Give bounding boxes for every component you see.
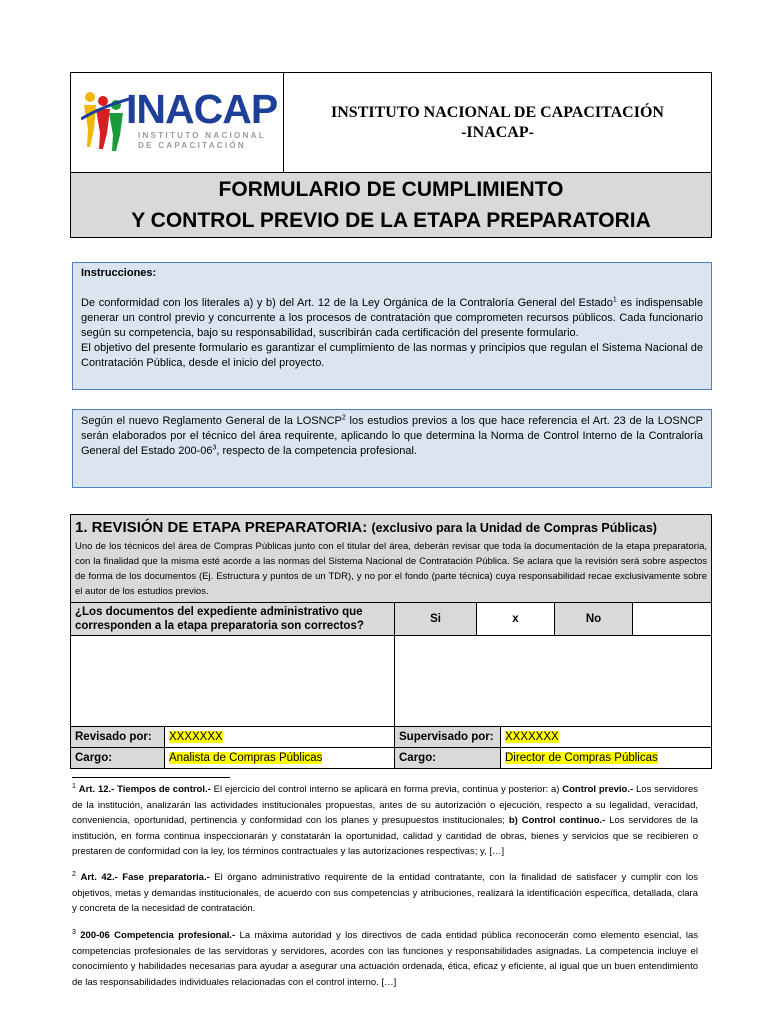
footnote-1-text-b: Los servidores de la institución, analizarán las actividades institucionales propuestas, antes de su autorización o ejecución, respecto a su legalidad, veracidad, conveniencia, oportunidad, pertinencia y conformidad con los planes y presupuestos institucionales;	[72, 784, 698, 827]
position-label-reviewer: Cargo:	[71, 748, 165, 768]
footnote-ref-1[interactable]: 1	[612, 296, 617, 304]
footnote-1-title: Art. 12.- Tiempos de control.-	[78, 784, 211, 795]
inacap-logo	[71, 73, 284, 172]
signature-space-row	[71, 636, 711, 727]
form-title-line1: FORMULARIO DE CUMPLIMIENTO	[218, 178, 564, 201]
header-top-row	[71, 73, 711, 173]
position-label-supervisor: Cargo:	[395, 748, 501, 768]
logo-wordmark: INACAP	[126, 86, 278, 132]
logo-subtitle-line2: DE CAPACITACIÓN	[138, 141, 246, 150]
reviewer-signature-space[interactable]	[71, 636, 395, 726]
form-title-line2: Y CONTROL PREVIO DE LA ETAPA PREPARATORIA	[131, 209, 651, 232]
reviewed-by-value: XXXXXXX	[169, 731, 223, 743]
note-text-c: , respecto de la competencia profesional.	[216, 445, 417, 457]
instructions-heading: Instrucciones:	[81, 267, 157, 279]
footnote-ref-3[interactable]: 3	[212, 444, 217, 452]
supervised-by-label: Supervisado por:	[395, 727, 501, 747]
supervised-by-field[interactable]	[501, 727, 711, 747]
instructions-box	[72, 262, 712, 390]
footnote-2-title: Art. 42.- Fase preparatoria.-	[80, 872, 210, 883]
section-1-header	[71, 515, 711, 603]
position-value-reviewer: Analista de Compras Públicas	[169, 752, 323, 764]
no-checkbox-cell[interactable]	[633, 603, 711, 635]
instructions-paragraph-2: El objetivo del presente formulario es garantizar el cumplimiento de las normas y principios que regulan el Sistema Nacional de Contratación Pública, desde el inicio del proyecto.	[81, 342, 703, 369]
logo-subtitle	[138, 131, 266, 151]
no-label-cell: No	[555, 603, 633, 635]
footnote-3-text: La máxima autoridad y los directivos de cada entidad pública reconocerán como elemento esencial, las competencias profesionales de las servidoras y servidores, acordes con las funciones y responsabilidades asignadas. La competencia incluye el conocimiento y habilidades necesarias para ayudar a asegurar una actuación ordenada, ética, eficaz y eficiente, al igual que un buen entendimiento de las responsabilidades individuales relacionadas con el control interno. […]	[72, 930, 698, 988]
footnote-2-number: 2	[72, 870, 76, 878]
section-1-title-sub: (exclusivo para la Unidad de Compras Públicas)	[371, 521, 657, 535]
footnote-1-bold-b: Control previo.-	[562, 784, 634, 795]
footnote-1-number: 1	[72, 782, 76, 790]
yes-label-cell: Si	[395, 603, 477, 635]
yes-checkbox-cell[interactable]: x	[477, 603, 555, 635]
logo-subtitle-line1: INSTITUTO NACIONAL	[138, 131, 266, 140]
instructions-p1-text: De conformidad con los literales a) y b) del Art. 12 de la Ley Orgánica de la Contraloría General del Estado	[81, 297, 613, 309]
instructions-paragraph-1	[81, 296, 703, 341]
supervised-by-value: XXXXXXX	[505, 731, 559, 743]
footnote-2-text: El órgano administrativo requirente de la entidad contratante, con la finalidad de satisfacer y cumplir con los objetivos, metas y demandas institucionales, de acuerdo con sus competencias y atribuciones, realizará la identificación específica, detallada, clara y concreta de la necesidad de contratación.	[72, 872, 698, 915]
position-value-supervisor: Director de Compras Públicas	[505, 752, 658, 764]
footnote-1-bold-c: b) Control continuo.-	[508, 815, 606, 827]
position-field-supervisor[interactable]	[501, 748, 711, 768]
section-1-title-main: 1. REVISIÓN DE ETAPA PREPARATORIA:	[75, 519, 368, 536]
footnote-3-number: 3	[72, 928, 76, 936]
footnote-2	[72, 870, 698, 917]
footnote-3-title: 200-06 Competencia profesional.-	[80, 930, 236, 941]
note-text-b: los estudios previos a los que hace referencia el Art. 23 de la LOSNCP serán elaborados por el técnico del área requirente, aplicando lo que determina la Norma de Control Interno de la Contraloría General del Estado 200-06	[81, 415, 703, 457]
question-cell: ¿Los documentos del expediente administrativo que corresponden a la etapa preparatoria son correctos?	[71, 603, 395, 635]
institution-name	[284, 73, 711, 172]
footnote-ref-2[interactable]: 2	[341, 414, 346, 422]
reviewed-by-label: Revisado por:	[71, 727, 165, 747]
section-1-title	[75, 517, 707, 539]
reviewed-by-field[interactable]	[165, 727, 395, 747]
footnote-1	[72, 782, 698, 860]
instructions-p1-text-cont: es indispensable generar un control previo y concurrente a los procesos de contratación que comprometen recursos públicos. Cada funcionario según su competencia, bajo su responsabilidad, suscribirán cada certificación del presente formulario.	[81, 297, 703, 339]
footnote-1-text-c: Los servidores de la institución, en forma continua inspeccionarán y constatarán la oportunidad, calidad y cantidad de obras, bienes y servicios que se recibieren o prestaren de conformidad con la ley, los términos contractuales y las autorizaciones respectivas; y, […]	[72, 815, 698, 858]
reviewed-by-row	[71, 727, 711, 748]
form-header	[70, 72, 712, 238]
form-title	[71, 173, 711, 237]
losncp-note-text	[81, 414, 703, 459]
footnote-separator	[72, 777, 230, 778]
footnote-3	[72, 928, 698, 990]
footnote-1-text-a: El ejercicio del control interno se aplicará en forma previa, continua y posterior: a)	[210, 784, 563, 795]
section-1-review-table	[70, 514, 712, 769]
supervisor-signature-space[interactable]	[395, 636, 711, 726]
institution-line2: -INACAP-	[461, 123, 534, 141]
note-text-a: Según el nuevo Reglamento General de la LOSNCP	[81, 415, 342, 427]
position-field-reviewer[interactable]	[165, 748, 395, 768]
question-row	[71, 603, 711, 636]
position-row	[71, 748, 711, 768]
institution-line1: INSTITUTO NACIONAL DE CAPACITACIÓN	[331, 103, 664, 121]
losncp-note-box	[72, 409, 712, 488]
section-1-description: Uno de los técnicos del área de Compras Públicas junto con el titular del área, deberán revisar que toda la documentación de la etapa preparatoria, con la finalidad que la misma esté acorde a las normas del Sistema Nacional de Contratación Pública. Se aclara que la revisión será sobre aspectos de forma de los documentos (Ej. Estructura y puntos de un TDR), y no por el fondo (parte técnica) cuya responsabilidad recae exclusivamente sobre el autor de los estudios previos.	[75, 541, 707, 597]
